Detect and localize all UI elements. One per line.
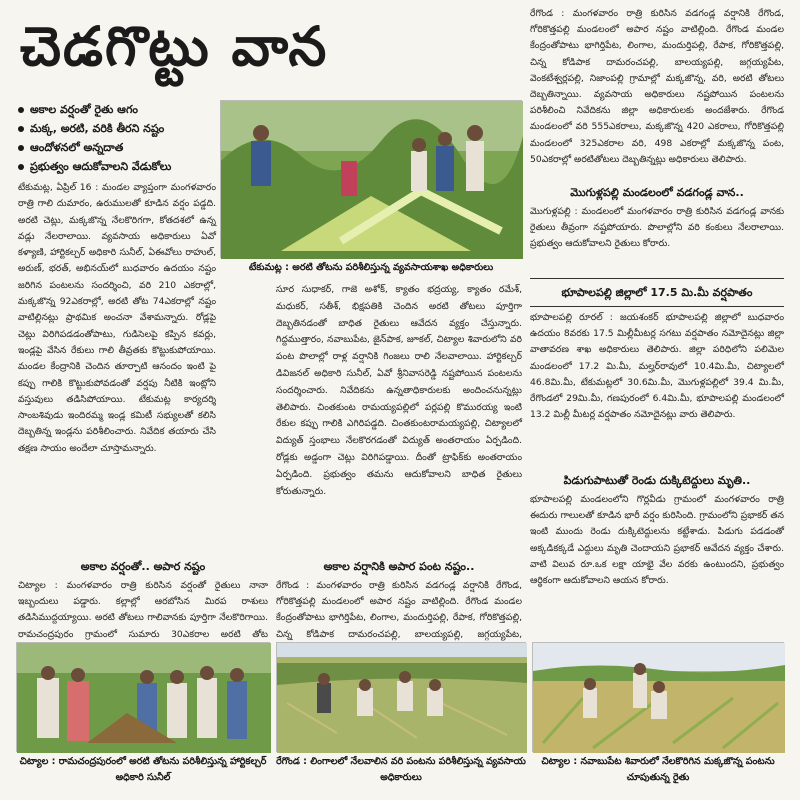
bullet-icon [18, 126, 24, 132]
subhead-regonda: అకాల వర్షానికి అపార పంట నష్టం.. [323, 560, 475, 573]
headline: చెడగొట్టు వాన [20, 15, 329, 78]
subhead-mogullapalli: మొగుళ్లపల్లి మండలంలో వడగండ్ల వాన.. [570, 186, 744, 199]
mogullapalli-paragraph: మొగుళ్లపల్లి : మండలంలో మంగళవారం రాత్రి కురిసిన వడగండ్ల వానకు రైతులు తీవ్రంగా నష్టపోయారు. పొలాల్లోని వరి కంకులు నేలరాలాయి. ప్రభుత్వం ఆదుకోవాలని రైతులు కోరారు. [530, 206, 784, 250]
highlight-item: అకాల వర్షంతో రైతు ఆగం [18, 100, 218, 119]
top-photo-caption: టేకుమట్ల : అరటి తోటను పరిశీలిస్తున్న వ్యవసాయశాఖ అధికారులు [248, 262, 494, 273]
subhead-bhupalpally: భూపాలపల్లి జిల్లాలో 17.5 మి.మీ వర్షపాతం [561, 286, 753, 299]
bhupalpally-paragraph: భూపాలపల్లి రూరల్ : జయశంకర్ భూపాలపల్లి జిల్లాలో బుధవారం ఉదయం 8వరకు 17.5 మిల్లీమీటర్ల సగటు వర్షపాతం నమోదైనట్లు జిల్లా వాతావరణ శాఖ అధికారులు తెలిపారు. జిల్లా పరిధిలోని పలిమెల మండలంలో 17.2 మి.మీ, మల్హర్‌రావులో 10.4మి.మీ, చిట్యాలలో 46.8మి.మీ, టేకుమట్లలో 30.6మి.మీ, మొగుళ్లపల్లిలో 39.4 మి.మీ, రేగొండలో 29మి.మీ, గణపురంలో 6.4మి.మీ, భూపాలపల్లి మండలంలో 13.2 మిల్లీ మీటర్ల వర్షపాతం నమోదైనట్లు వారు తెలిపారు. [530, 312, 784, 421]
bottom-photo-nawabpet [532, 642, 784, 752]
bottom-photo-chityal [16, 642, 270, 752]
column-divider [530, 306, 784, 307]
subhead-chityal: అకాల వర్షంతో.. అపార నష్టం [80, 560, 206, 573]
regonda-paragraph-continued: రేగొండ : మంగళవారం రాత్రి కురిసిన వడగండ్ల వర్షానికి రేగొండ, గోరికొత్తపల్లి మండలంలో అపార నష్టం వాటిల్లింది. రేగొండ మండల కేంద్రంతోపాటు భాగిర్తిపేట, లింగాల, మందుర్తిపల్లి, రేపాక, గోరికొత్తపల్లి, చిన్న కోడిపాక దామరంచపల్లి, బాలయ్యపల్లి, జగ్గయ్యపేట, వెంకటేశ్వర్లపల్లి, నిజాంపల్లి గ్రామాల్లో మక్కజొన్న, వరి, అరటి తోటలు దెబ్బతిన్నాయి. వ్యవసాయ అధికారులు నష్టపోయిన పంటలను పరిశీలించి నివేదికను జిల్లా అధికారులకు అందజేశారు. రేగొండ మండలంలో వరి 555ఎకరాలు, మక్కజొన్న 420 ఎకరాలు, గోరికొత్తపల్లి మండలంలో 325ఎకరాల వరి, 498 ఎకరాల్లో మక్కజొన్న పంట, 50ఎకరాల్లో అరటితోటలు దెబ్బతిన్నట్లు అధికారులు తెలిపారు. [530, 8, 784, 165]
middle-paragraph: సూర సుధాకర్, గాజె అశోక్, క్యాతం భద్రయ్య, క్యాతం రమేశ్, మధుకర్, సతీశ్, భిక్షపతికి చెందిన అరటి తోటలు పూర్తిగా దెబ్బతినడంతో బాధిత రైతులు ఆవేదన వ్యక్తం చేస్తున్నారు. గిద్దముత్తారం, నవాబుపేట, జైన్‌పాక, జూకల్, చిట్యాల శివారులోని వరి పంట పొలాల్లో రాళ్ల వర్షానికి గింజలు రాలి నేలవాలాయి. హార్టికల్చర్ డివిజనల్ అధికారి సునీల్, ఏవో శ్రీనివాసరెడ్డి నష్టపోయిన పంటలను సందర్శించారు. నివేదికను ఉన్నతాధికారులకు అందించనున్నట్లు తెలిపారు. చింతకుంట రామయ్యపల్లిలో పర్లపల్లి కొమురయ్య ఇంటి రేకుల కప్పు గాలికి ఎగిరిపడ్డది. చింతకుంటరామయ్యపల్లి, చిట్యాలలో విద్యుత్ స్తంభాలు నేలకొరగడంతో విద్యుత్ అంతరాయం ఏర్పడింది. రోడ్లకు అడ్డంగా చెట్లు విరిగిపడ్డాయి. దీంతో ట్రాఫిక్‌కు అంతరాయం ఏర్పడింది. ప్రభుత్వం తమను ఆదుకోవాలని బాధిత రైతులు కోరుతున్నారు. [276, 284, 522, 497]
regonda-paragraph-start: రేగొండ : మంగళవారం రాత్రి కురిసిన వడగండ్ల వర్షానికి రేగొండ, గోరికొత్తపల్లి మండలంలో అపార నష్టం వాటిల్లింది. రేగొండ మండల కేంద్రంతోపాటు భాగిర్తిపేట, లింగాల, మందుర్తిపల్లి, రేపాక, గోరికొత్తపల్లి, చిన్న కోడిపాక దామరంచపల్లి, బాలయ్యపల్లి, జగ్గయ్యపేట, [276, 580, 522, 640]
caption-chityal: చిట్యాల : రామచంద్రపురంలో అరటి తోటను పరిశీలిస్తున్న హార్టికల్చర్ అధికారి సునీల్ [19, 756, 267, 783]
subhead-pidugu: పిడుగుపాటుతో రెండు దుక్కిటెద్దులు మృతి.. [563, 474, 751, 487]
chityal-paragraph: చిట్యాల : మంగళవారం రాత్రి కురిసిన వర్షంతో రైతులు నానా ఇబ్బందులు పడ్డారు. కల్లాల్లో ఆరబోసిన మిరప రాశులు తడిసిముద్దయ్యాయి. అరటి తోటలు గాలివానకు పూర్తిగా నేలకొరిగాయి. రామచంద్రపురం గ్రామంలో సుమారు 30ఎకరాల అరటి తోట [18, 580, 268, 640]
bullet-icon [18, 145, 24, 151]
highlight-item: ప్రభుత్వం ఆదుకోవాలని వేడుకోలు [18, 157, 218, 176]
bottom-photo-regonda [276, 642, 526, 752]
pidugu-paragraph: భూపాలపల్లి మండలంలోని గొర్లవీడు గ్రామంలో మంగళవారం రాత్రి ఈదురు గాలులతో కూడిన భారీ వర్షం కురిసింది. గ్రామంలోని ప్రభాకర్ తన ఇంటి ముందు రెండు దుక్కిటెద్దులను కట్టేశాడు. పిడుగు పడడంతో అక్కడికక్కడే ఎద్దులు మృతి చెందాయని ప్రభాకర్ ఆవేదన వ్యక్తం చేశారు. వాటి విలువ రూ.ఒక లక్షా యాభై వేల వరకు ఉంటుందని, ప్రభుత్వం ఆర్థికంగా ఆదుకోవాలని ఆయన కోరారు. [530, 494, 784, 587]
lead-paragraph: టేకుమట్ల, ఏప్రిల్ 16 : మండల వ్యాప్తంగా మంగళవారం రాత్రి గాలి దుమారం, ఉరుములతో కూడిన వర్షం పడ్డది. అరటి చెట్లు, మక్కజొన్న నేలకొరిగగా, కోతదశలో ఉన్న వడ్లు నేలరాలాయి. వ్యవసాయ అధికారులు ఏవో కళ్యాణి, హార్టికల్చర్ అధికారి సునీల్, ఏఈవోలు రాహుల్, అరుణ్, భరత్, అభినయ్‌లో బుధవారం ఉదయం నష్టం జరిగిన పంటలను సందర్శించి, వరి 210 ఎకరాల్లో, మక్కజొన్న 92ఎకరాల్లో, అరటి తోట 74ఎకరాల్లో నష్టం వాటిల్లినట్లు ప్రాథమిక అంచనా వేశామన్నారు. రోడ్లపై చెట్లు విరిగిపడడంతోపాటు, గుడిసెలపై కప్పిన కవర్లు, ఇండ్లపై వేసిన రేకులు గాలి తీవ్రతకు కొట్టుకుపోయాయి. మండల కేంద్రానికి చెందిన తూర్పాటి ఆనందం ఇంటి పై కప్పు గాలికి కొట్టుకుపోవడంతో వర్షపు నీటికి ఇంట్లోని వస్తువులు తడిసిపోయాయి. టేకుమట్ల కార్యదర్శి సాంబశివుడు ఇందిరమ్మ ఇండ్ల కమిటీ సభ్యులతో కలిసి దెబ్బతిన్న ఇండ్లను పరిశీలించారు. నివేదిక తయారు చేసి తక్షణ సాయం అందేలా చూస్తామన్నారు. [18, 182, 216, 454]
highlight-item: ఆందోళనలో అన్నదాత [18, 138, 218, 157]
column-divider [530, 278, 784, 279]
bullet-icon [18, 107, 24, 113]
bullet-icon [18, 164, 24, 170]
top-photo [220, 100, 522, 258]
caption-nawabpet: చిట్యాల : నవాబుపేట శివారులో నేలకొరిగిన మక్కజొన్న పంటను చూపుతున్న రైతు [541, 756, 775, 783]
highlights-list [18, 100, 218, 176]
caption-regonda: రేగొండ : లింగాలలో నేలవాలిన వరి పంటను పరిశీలిస్తున్న వ్యవసాయ అధికారులు [276, 756, 526, 783]
highlight-item: మక్క, అరటి, వరికి తీరని నష్టం [18, 119, 218, 138]
